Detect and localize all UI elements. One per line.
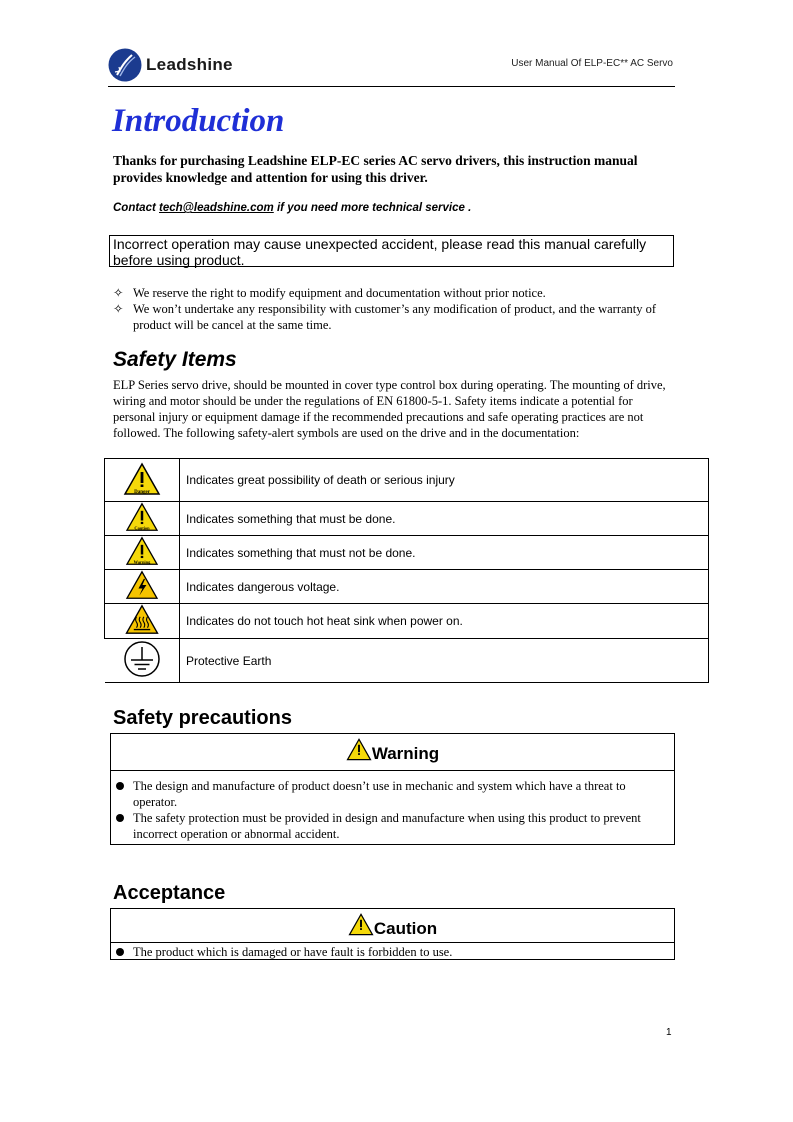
manual-title: User Manual Of ELP-EC** AC Servo xyxy=(511,58,673,69)
safety-items-heading: Safety Items xyxy=(113,348,237,371)
list-item xyxy=(111,944,668,960)
bullet-icon xyxy=(116,782,124,790)
page-number: 1 xyxy=(666,1027,672,1038)
list-item xyxy=(111,810,668,842)
precaution-list xyxy=(111,771,674,847)
safety-precautions-heading: Safety precautions xyxy=(113,707,292,729)
list-item-text: The safety protection must be provided in design and manufacture when using this product to prevent incorrect operation or abnormal accident. xyxy=(133,811,641,841)
star-bullet-icon: ✧ xyxy=(113,286,124,300)
acceptance-heading: Acceptance xyxy=(113,882,226,904)
notice-text: We won’t undertake any responsibility with customer’s any modification of product, and the warranty of product will be cancel at the same time. xyxy=(133,302,657,332)
contact-suffix: if you need more technical service . xyxy=(276,202,472,214)
caution-panel xyxy=(110,908,675,960)
caution-small-icon xyxy=(348,913,374,936)
warning-small-icon xyxy=(346,738,372,761)
notice-list xyxy=(113,285,673,333)
page-title: Introduction xyxy=(112,103,285,139)
symbol-description: Indicates something that must be done. xyxy=(180,502,709,536)
notice-item xyxy=(113,285,673,301)
warning-panel xyxy=(110,733,675,845)
intro-text: Thanks for purchasing Leadshine ELP-EC series AC servo drivers, this instruction manual provides knowledge and attention for using this driver. xyxy=(113,153,638,185)
safety-items-paragraph: ELP Series servo drive, should be mounted in cover type control box during operating. The mounting of drive, wiring and motor should be under the regulations of EN 61800-5-1. Safety items indicate a potential for personal injury or equipment damage if the recommended precautions and safe operating practices are not followed. The following safety-alert symbols are used on the drive and in the documentation: xyxy=(113,378,666,440)
danger-icon xyxy=(105,459,180,502)
notice-text: We reserve the right to modify equipment and documentation without prior notice. xyxy=(133,286,546,300)
table-row xyxy=(105,459,709,502)
danger-label: Danger xyxy=(134,489,150,495)
symbol-description: Indicates dangerous voltage. xyxy=(180,570,709,604)
warning-panel-title: Warning xyxy=(371,744,440,763)
symbol-description: Indicates great possibility of death or serious injury xyxy=(180,459,709,502)
symbol-description: Protective Earth xyxy=(180,639,709,683)
voltage-icon xyxy=(105,570,180,604)
table-row xyxy=(105,502,709,536)
list-item-text: The design and manufacture of product doesn’t use in mechanic and system which have a threat to operator. xyxy=(133,779,626,809)
caution-panel-title: Caution xyxy=(373,919,438,938)
protective-earth-icon xyxy=(105,639,180,683)
caution-panel-header xyxy=(111,909,674,943)
hot-surface-icon xyxy=(105,604,180,639)
list-item xyxy=(111,778,668,810)
bullet-icon xyxy=(116,814,124,822)
acceptance-list xyxy=(111,943,674,960)
warning-icon xyxy=(105,536,180,570)
symbol-description: Indicates something that must not be done. xyxy=(180,536,709,570)
caution-label: Caution xyxy=(134,525,150,531)
contact-line xyxy=(113,202,471,214)
warning-box: Incorrect operation may cause unexpected accident, please read this manual carefully before using product. xyxy=(109,235,674,267)
warning-label: Warning xyxy=(133,559,151,565)
notice-item xyxy=(113,301,673,333)
warning-panel-header xyxy=(111,734,674,771)
star-bullet-icon: ✧ xyxy=(113,302,124,316)
table-row xyxy=(105,536,709,570)
contact-prefix: Contact xyxy=(113,202,156,214)
contact-email-link[interactable]: tech@leadshine.com xyxy=(159,202,274,214)
table-row xyxy=(105,604,709,639)
leadshine-logo xyxy=(108,48,142,82)
list-item-text: The product which is damaged or have fault is forbidden to use. xyxy=(133,945,453,959)
bullet-icon xyxy=(116,948,124,956)
safety-symbol-table xyxy=(104,458,709,683)
symbol-description: Indicates do not touch hot heat sink when power on. xyxy=(180,604,709,639)
brand-name: Leadshine xyxy=(146,55,233,74)
caution-icon xyxy=(105,502,180,536)
table-row xyxy=(105,639,709,683)
header-divider xyxy=(108,86,675,87)
table-row xyxy=(105,570,709,604)
